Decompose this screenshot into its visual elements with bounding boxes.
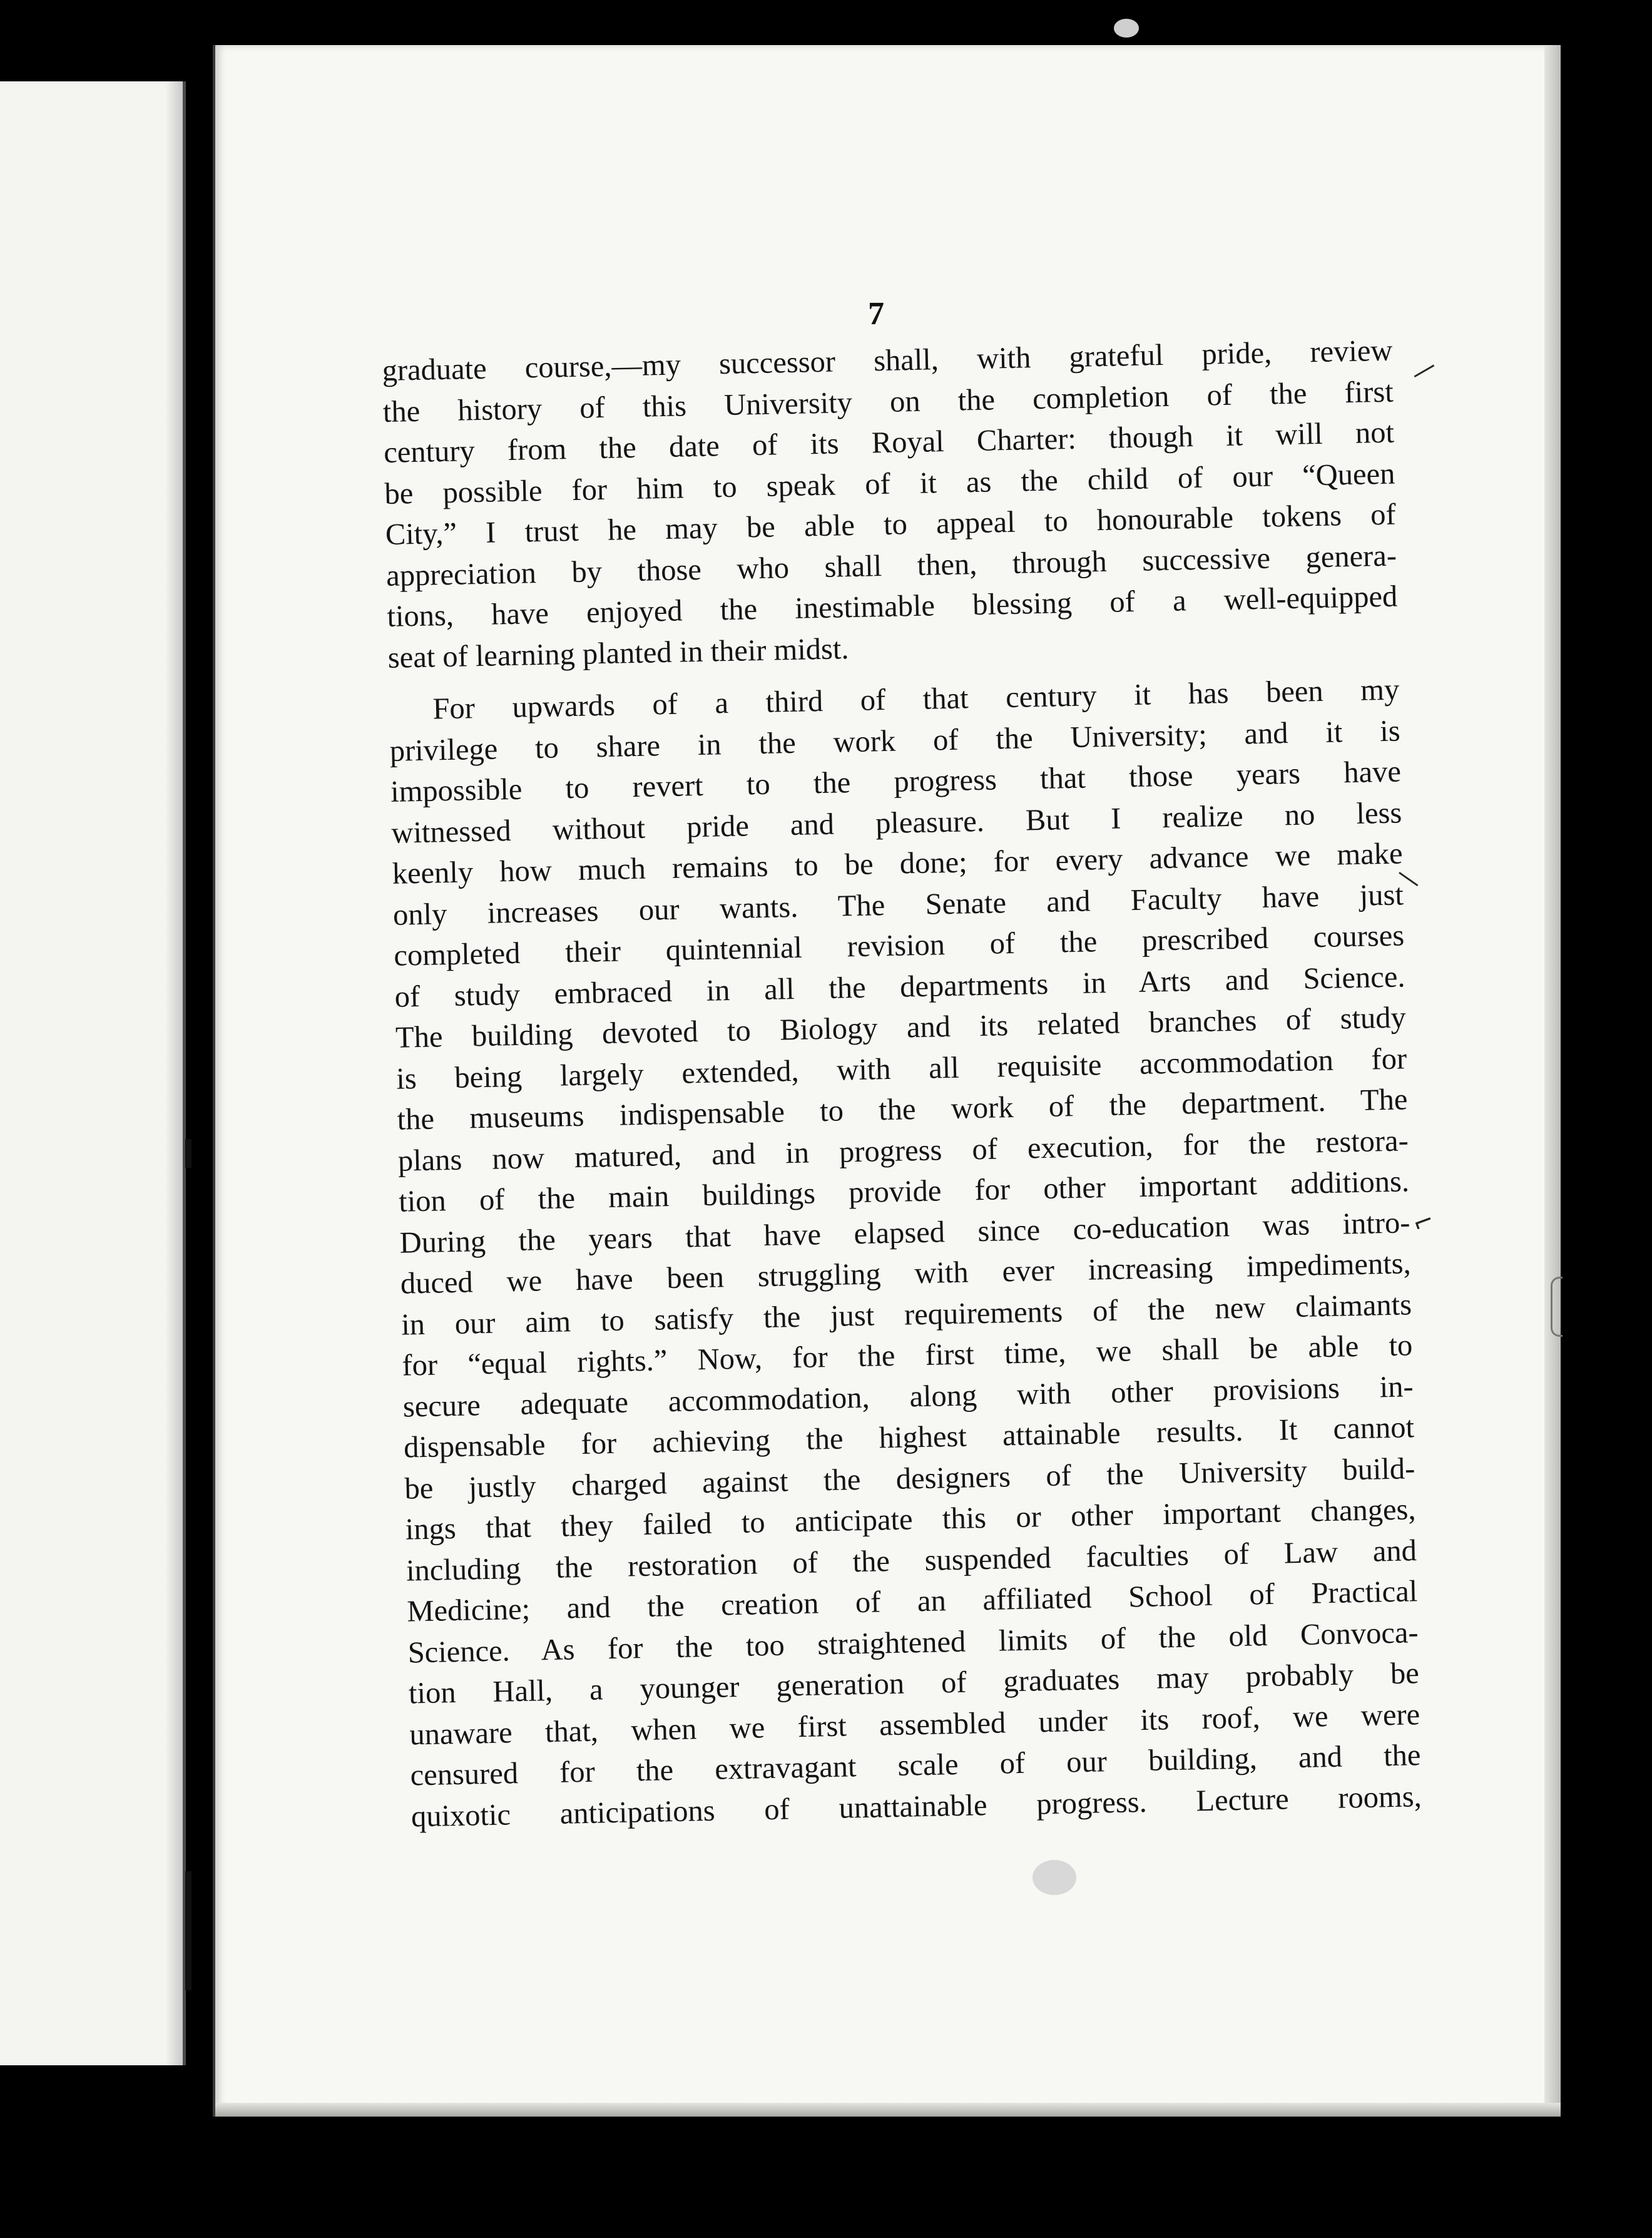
text-line: be justly charged against the designers of the University build- — [404, 1451, 1415, 1506]
margin-tick-mark: — — [1390, 859, 1428, 897]
text-line: privilege to share in the work of the University; and it is — [389, 713, 1401, 768]
text-line: tion Hall, a younger generation of graduates may probably be — [408, 1657, 1420, 1710]
gutter-shadow — [165, 81, 183, 2065]
text-line: Medicine; and the creation of an affiliated School of Practical — [406, 1575, 1418, 1628]
text-line: the museums indispensable to the work of the department. The — [397, 1083, 1408, 1137]
text-line: is being largely extended, with all requisite accommodation for — [395, 1041, 1407, 1096]
text-line: seat of learning planted in their midst. — [387, 631, 849, 675]
text-line: in our aim to satisfy the just requirements of the new claimants — [400, 1287, 1412, 1342]
text-line: dispensable for achieving the highest attainable results. It cannot — [403, 1411, 1415, 1464]
text-line: witnessed without pride and pleasure. But I realize no less — [390, 795, 1402, 850]
page-bottom-edge — [215, 2103, 1561, 2117]
text-line: for “equal rights.” Now, for the first time, we shall be able to — [402, 1329, 1413, 1382]
margin-tick-mark: ⌐ — [1409, 1205, 1439, 1240]
text-line: Science. As for the too straightened limits of the old Convoca- — [407, 1615, 1419, 1670]
page-edge — [1544, 45, 1561, 2117]
text-line: censured for the extravagant scale of our building, and the — [410, 1739, 1421, 1792]
text-line: The building devoted to Biology and its related branches of study — [395, 1001, 1407, 1055]
text-line: graduate course,—my successor shall, with grateful pride, review — [382, 334, 1393, 387]
margin-bracket-mark — [1551, 1277, 1563, 1337]
text-line: keenly how much remains to be done; for every advance we make — [392, 837, 1403, 891]
gutter-mark — [185, 1871, 191, 1990]
text-line: quixotic anticipations of unattainable progress. Lecture rooms, — [410, 1779, 1422, 1834]
scan-speck — [1114, 19, 1139, 38]
text-line: tions, have enjoyed the inestimable blessing of a well-equipped — [387, 580, 1398, 633]
text-line: of study embraced in all the departments in Arts and Science. — [394, 959, 1405, 1014]
text-line: City,” I trust he may be able to appeal to honourable tokens of — [385, 498, 1397, 551]
scan-speck — [1032, 1860, 1076, 1895]
text-line: During the years that have elapsed since co-education was intro- — [399, 1205, 1410, 1260]
text-line: century from the date of its Royal Charter: though it will not — [383, 416, 1395, 469]
gutter-mark — [185, 1139, 191, 1168]
text-line: duced we have been struggling with ever increasing impediments, — [400, 1247, 1412, 1300]
text-line: including the restoration of the suspended faculties of Law and — [405, 1533, 1417, 1588]
body-text — [382, 330, 1422, 1837]
text-line: appreciation by those who shall then, through successive genera- — [385, 539, 1397, 593]
text-line: plans now matured, and in progress of execution, for the restora- — [397, 1123, 1409, 1178]
margin-tick-mark: — — [1405, 351, 1442, 389]
text-line: For upwards of a third of that century it has been my — [432, 673, 1400, 726]
text-line: ings that they failed to anticipate this or other important changes, — [405, 1493, 1417, 1546]
page-number: 7 — [868, 296, 884, 332]
text-line: unaware that, when we first assembled under its roof, we were — [409, 1697, 1420, 1752]
text-line: only increases our wants. The Senate and Faculty have just — [392, 877, 1404, 932]
text-line: secure adequate accommodation, along with other provisions in- — [402, 1369, 1414, 1424]
text-line: completed their quintennial revision of the prescribed courses — [393, 919, 1405, 973]
text-line: the history of this University on the completion of the first — [382, 375, 1394, 429]
facing-page — [0, 81, 186, 2065]
text-line: be possible for him to speak of it as the child of our “Queen — [384, 457, 1395, 511]
text-line: tion of the main buildings provide for other important additions. — [398, 1165, 1410, 1219]
text-line: impossible to revert to the progress that those years have — [390, 755, 1402, 809]
